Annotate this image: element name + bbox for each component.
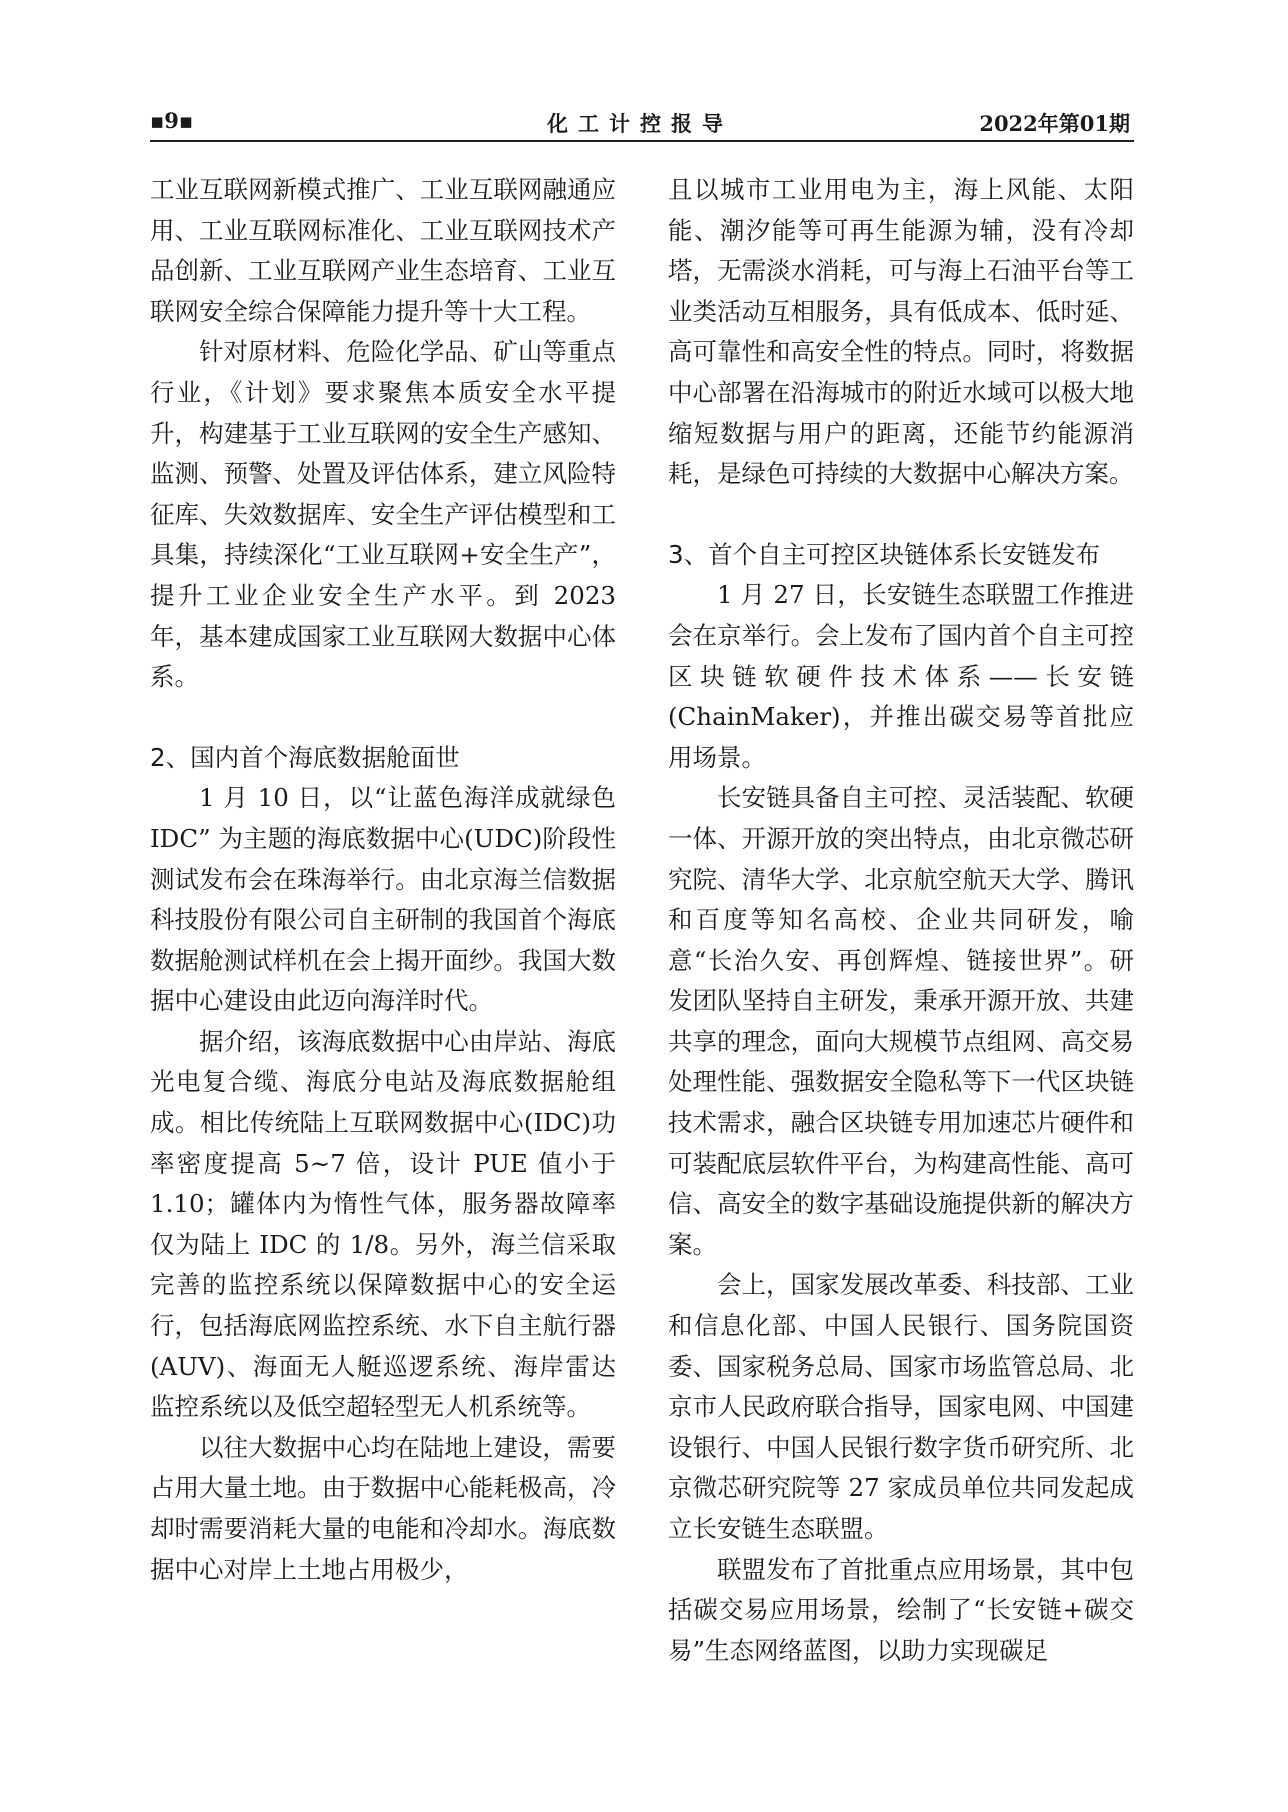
right-paragraph-1: 且以城市工业用电为主，海上风能、太阳能、潮汐能等可再生能源为辅，没有冷却塔，无需淡水消耗，可与海上石油平台等工业类活动互相服务，具有低成本、低时延、高可靠性和高安全性的特点。同时，将数据中心部署在沿海城市的附近水域可以极大地缩短数据与用户的距离，还能节约能源消耗，是绿色可持续的大数据中心解决方案。 (668, 175, 1134, 489)
journal-title: 化工计控报导 (547, 111, 733, 136)
right-paragraph-5: 联盟发布了首批重点应用场景，其中包括碳交易应用场景，绘制了“长安链+碳交易”生态网络蓝图，以助力实现碳足 (668, 1554, 1134, 1665)
page-header (150, 108, 1130, 140)
right-paragraph-4: 会上，国家发展改革委、科技部、工业和信息化部、中国人民银行、国务院国资委、国家税务总局、国家市场监管总局、北京市人民政府联合指导，国家电网、中国建设银行、中国人民银行数字货币研究所、北京微芯研究院等 27 家成员单位共同发起成立长安链生态联盟。 (668, 1270, 1134, 1543)
section-heading-2: 2、国内首个海底数据舱面世 (150, 742, 460, 772)
header-rule (150, 140, 1134, 142)
page-number: ▪9▪ (150, 108, 194, 133)
section-heading-3: 3、首个自主可控区块链体系长安链发布 (668, 539, 1101, 569)
right-paragraph-2: 1 月 27 日，长安链生态联盟工作推进会在京举行。会上发布了国内首个自主可控区块链软硬件技术体系——长安链(ChainMaker)，并推出碳交易等首批应用场景。 (668, 580, 1134, 772)
left-paragraph-3: 1 月 10 日，以“让蓝色海洋成就绿色 IDC” 为主题的海底数据中心(UDC)阶段性测试发布会在珠海举行。由北京海兰信数据科技股份有限公司自主研制的我国首个海底数据舱测试样机在会上揭开面纱。我国大数据中心建设由此迈向海洋时代。 (150, 783, 616, 1016)
right-paragraph-3: 长安链具备自主可控、灵活装配、软硬一体、开源开放的突出特点，由北京微芯研究院、清华大学、北京航空航天大学、腾讯和百度等知名高校、企业共同研发，喻意“长治久安、再创辉煌、链接世界”。研发团队坚持自主研发，秉承开源开放、共建共享的理念，面向大规模节点组网、高交易处理性能、强数据安全隐私等下一代区块链技术需求，融合区块链专用加速芯片硬件和可装配底层软件平台，为构建高性能、高可信、高安全的数字基础设施提供新的解决方案。 (668, 783, 1134, 1259)
left-paragraph-1: 工业互联网新模式推广、工业互联网融通应用、工业互联网标准化、工业互联网技术产品创新、工业互联网产业生态培育、工业互联网安全综合保障能力提升等十大工程。 (150, 175, 616, 326)
left-paragraph-2: 针对原材料、危险化学品、矿山等重点行业，《计划》要求聚焦本质安全水平提升，构建基于工业互联网的安全生产感知、监测、预警、处置及评估体系，建立风险特征库、失效数据库、安全生产评估模型和工具集，持续深化“工业互联网+安全生产”，提升工业企业安全生产水平。到 2023 年，基本建成国家工业互联网大数据中心体系。 (150, 337, 616, 692)
left-column (150, 170, 616, 1590)
right-column (668, 170, 1134, 1671)
left-paragraph-5: 以往大数据中心均在陆地上建设，需要占用大量土地。由于数据中心能耗极高，冷却时需要消耗大量的电能和冷却水。海底数据中心对岸上土地占用极少， (150, 1432, 616, 1584)
left-paragraph-4: 据介绍，该海底数据中心由岸站、海底光电复合缆、海底分电站及海底数据舱组成。相比传统陆上互联网数据中心(IDC)功率密度提高 5~7 倍，设计 PUE 值小于 1.10；罐体内为惰性气体，服务器故障率仅为陆上 IDC 的 1/8。另外，海兰信采取完善的监控系统以保障数据中心的安全运行，包括海底网监控系统、水下自主航行器(AUV)、海面无人艇巡逻系统、海岸雷达监控系统以及低空超轻型无人机系统等。 (150, 1026, 616, 1422)
issue-label: 2022年第01期 (979, 111, 1130, 136)
